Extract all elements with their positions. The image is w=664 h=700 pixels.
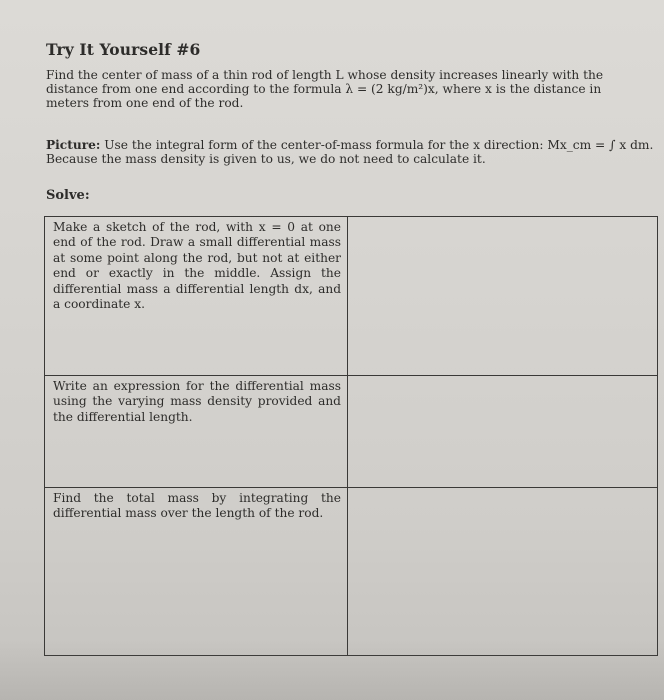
- step-1-instruction: Make a sketch of the rod, with x = 0 at one end of the rod. Draw a small differential mass at some point along the rod, but not at either end or exactly in the middle. Assign the differential mass a differential length dx, and a coordinate x.: [53, 220, 341, 312]
- solve-label: Solve:: [46, 188, 90, 203]
- step-3-instruction: Find the total mass by integrating the differential mass over the length of the rod.: [53, 491, 341, 521]
- picture-section: [46, 138, 656, 166]
- picture-text: Use the integral form of the center-of-mass formula for the x direction: Mx_cm = ∫ x dm. Because the mass density is given to us, we do not need to calculate it.: [46, 138, 654, 166]
- row-divider: [45, 487, 657, 488]
- problem-statement: Find the center of mass of a thin rod of length L whose density increases linearly with the distance from one end according to the formula λ = (2 kg/m²)x, where x is the distance in meters from one end of the rod.: [46, 68, 604, 110]
- row-divider: [45, 375, 657, 376]
- solve-table: [44, 216, 658, 656]
- step-2-instruction: Write an expression for the differential mass using the varying mass density provided and the differential length.: [53, 379, 341, 424]
- column-divider: [347, 217, 348, 655]
- page-title: Try It Yourself #6: [46, 40, 201, 59]
- picture-label: Picture:: [46, 138, 101, 152]
